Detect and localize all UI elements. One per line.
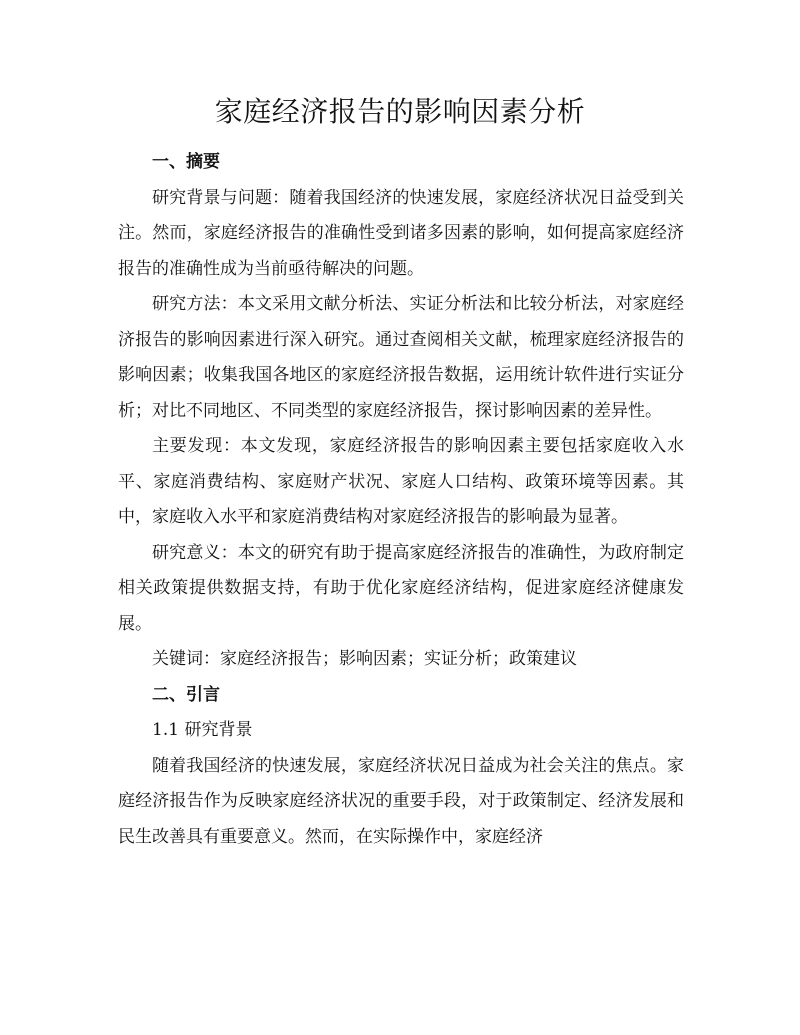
section-heading-introduction: 二、引言 [152, 684, 220, 705]
paragraph-findings: 主要发现：本文发现，家庭经济报告的影响因素主要包括家庭收入水平、家庭消费结构、家庭财产状况、家庭人口结构、政策环境等因素。其中，家庭收入水平和家庭消费结构对家庭经济报告的影响最为显著。 [118, 436, 684, 527]
paragraph-significance: 研究意义：本文的研究有助于提高家庭经济报告的准确性，为政府制定相关政策提供数据支持，有助于优化家庭经济结构，促进家庭经济健康发展。 [118, 542, 684, 634]
paragraph-methods: 研究方法：本文采用文献分析法、实证分析法和比较分析法，对家庭经济报告的影响因素进行深入研究。通过查阅相关文献，梳理家庭经济报告的影响因素；收集我国各地区的家庭经济报告数据，运用统计软件进行实证分析；对比不同地区、不同类型的家庭经济报告，探讨影响因素的差异性。 [118, 294, 684, 421]
subsection-heading-research-background: 1.1 研究背景 [152, 720, 253, 740]
section-heading-abstract: 一、摘要 [152, 152, 220, 172]
paragraph-introduction: 随着我国经济的快速发展，家庭经济状况日益成为社会关注的焦点。家庭经济报告作为反映家庭经济状况的重要手段，对于政策制定、经济发展和民生改善具有重要意义。然而，在实际操作中，家庭经济 [118, 755, 684, 847]
paragraph-keywords: 关键词：家庭经济报告；影响因素；实证分析；政策建议 [152, 649, 577, 669]
paragraph-background: 研究背景与问题：随着我国经济的快速发展，家庭经济状况日益受到关注。然而，家庭经济报告的准确性受到诸多因素的影响，如何提高家庭经济报告的准确性成为当前亟待解决的问题。 [118, 187, 684, 279]
page-title: 家庭经济报告的影响因素分析 [214, 95, 586, 128]
document-body [118, 145, 684, 855]
